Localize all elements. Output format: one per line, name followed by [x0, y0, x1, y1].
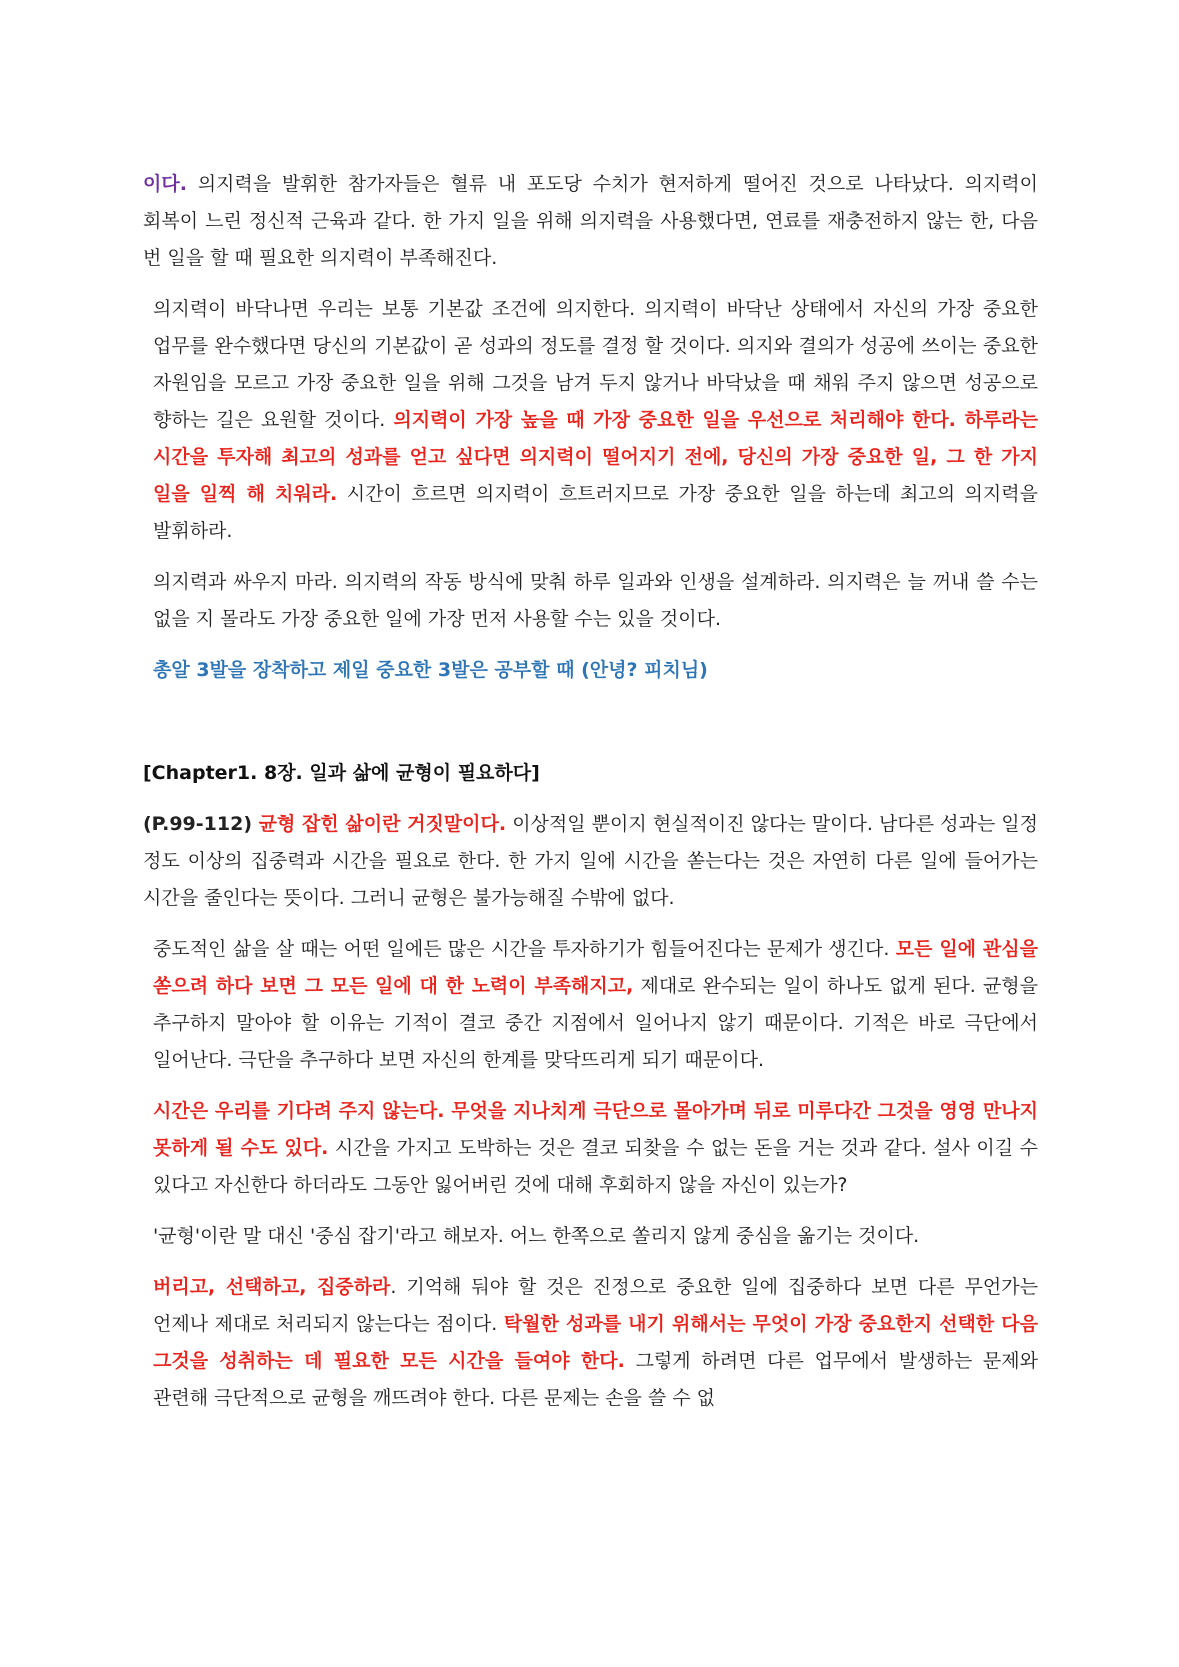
bottom-paragraphs: [143, 806, 1038, 1417]
red-highlight-segment: 탁월한 성과를 내기 위해서는 무엇이 가장 중요한지 선택한 다음 그것을 성취하는 데 필요한 모든 시간을 들여야 한다.: [153, 1313, 1039, 1372]
red-highlight-segment: 의지력이 가장 높을 때 가장 중요한 일을 우선으로 처리해야 한다. 하루라는 시간을 투자해 최고의 성과를 얻고 싶다면 의지력이 떨어지기 전에, 당신의 가장 중요한 일, 그 한 가지 일을 일찍 해 치워라.: [153, 409, 1038, 505]
text-segment: 시간이 흐르면 의지력이 흐트러지므로 가장 중요한 일을 하는데 최고의 의지력을 발휘하라.: [153, 483, 1038, 542]
text-segment: '균형'이란 말 대신 '중심 잡기'라고 해보자. 어느 한쪽으로 쏠리지 않게 중심을 옮기는 것이다.: [153, 1225, 920, 1247]
paragraph: [143, 1218, 1038, 1255]
paragraph: [143, 291, 1038, 550]
text-segment: 의지력이 바닥나면 우리는 보통 기본값 조건에 의지한다. 의지력이 바닥난 상태에서 자신의 가장 중요한 업무를 완수했다면 당신의 기본값이 곧 성과의 정도를 결정 할 것이다. 의지와 결의가 성공에 쓰이는 중요한 자원임을 모르고 가장 중요한 일을 위해 그것을 남겨 두지 않거나 바닥났을 때 채워 주지 않으면 성공으로 향하는 길은 요원할 것이다.: [153, 298, 1038, 431]
paragraph: [143, 806, 1038, 917]
red-highlight-segment: 모든 일에 관심을 쏟으려 하다 보면 그 모든 일에 대 한 노력이 부족해지고,: [153, 938, 1038, 997]
text-segment: 그렇게 하려면 다른 업무에서 발생하는 문제와 관련해 극단적으로 균형을 깨뜨려야 한다. 다른 문제는 손을 쓸 수 없: [153, 1350, 1038, 1409]
text-segment: 시간을 가지고 도박하는 것은 결코 되찾을 수 없는 돈을 거는 것과 같다. 설사 이길 수 있다고 자신한다 하더라도 그동안 잃어버린 것에 대해 후회하지 않을 자신이 있는가?: [153, 1137, 1038, 1196]
text-segment: 의지력을 발휘한 참가자들은 혈류 내 포도당 수치가 현저하게 떨어진 것으로 나타났다. 의지력이 회복이 느린 정신적 근육과 같다. 한 가지 일을 위해 의지력을 사용했다면, 연료를 재충전하지 않는 한, 다음 번 일을 할 때 필요한 의지력이 부족해진다.: [143, 173, 1038, 269]
purple-highlight-segment: 이다.: [143, 173, 187, 195]
paragraph: [143, 166, 1038, 277]
paragraph: [143, 1269, 1038, 1417]
paragraph: [143, 931, 1038, 1079]
red-highlight-segment: 균형 잡힌 삶이란 거짓말이다.: [252, 813, 507, 835]
top-paragraphs: [143, 166, 1038, 638]
text-segment: . 기억해 둬야 할 것은 진정으로 중요한 일에 집중하다 보면 다른 무언가는 언제나 제대로 처리되지 않는다는 점이다.: [153, 1276, 1038, 1335]
text-segment: 제대로 완수되는 일이 하나도 없게 된다. 균형을 추구하지 말아야 할 이유는 기적이 결코 중간 지점에서 일어나지 않기 때문이다. 기적은 바로 극단에서 일어난다. 극단을 추구하다 보면 자신의 한계를 맞닥뜨리게 되기 때문이다.: [153, 975, 1039, 1071]
text-segment: 중도적인 삶을 살 때는 어떤 일에든 많은 시간을 투자하기가 힘들어진다는 문제가 생긴다.: [153, 938, 896, 960]
bold-highlight-segment: (P.99-112): [143, 813, 253, 835]
section-gap: [143, 703, 1038, 755]
red-highlight-segment: 버리고, 선택하고, 집중하라: [153, 1276, 391, 1298]
text-segment: 이상적일 뿐이지 현실적이진 않다는 말이다. 남다른 성과는 일정 정도 이상의 집중력과 시간을 필요로 한다. 한 가지 일에 시간을 쏟는다는 것은 자연히 다른 일에 들어가는 시간을 줄인다는 뜻이다. 그러니 균형은 불가능해질 수밖에 없다.: [143, 813, 1038, 909]
paragraph: [143, 564, 1038, 638]
text-segment: 의지력과 싸우지 마라. 의지력의 작동 방식에 맞춰 하루 일과와 인생을 설계하라. 의지력은 늘 꺼내 쓸 수는 없을 지 몰라도 가장 중요한 일에 가장 먼저 사용할 수는 있을 것이다.: [153, 571, 1038, 630]
chapter-heading: [Chapter1. 8장. 일과 삶에 균형이 필요하다]: [143, 762, 540, 784]
document-body: [143, 166, 1038, 1431]
personal-note: 총알 3발을 장착하고 제일 중요한 3발은 공부할 때 (안녕? 피치님): [153, 659, 708, 681]
red-highlight-segment: 시간은 우리를 기다려 주지 않는다. 무엇을 지나치게 극단으로 몰아가며 뒤로 미루다간 그것을 영영 만나지 못하게 될 수도 있다.: [153, 1100, 1038, 1159]
paragraph: [143, 1093, 1038, 1204]
